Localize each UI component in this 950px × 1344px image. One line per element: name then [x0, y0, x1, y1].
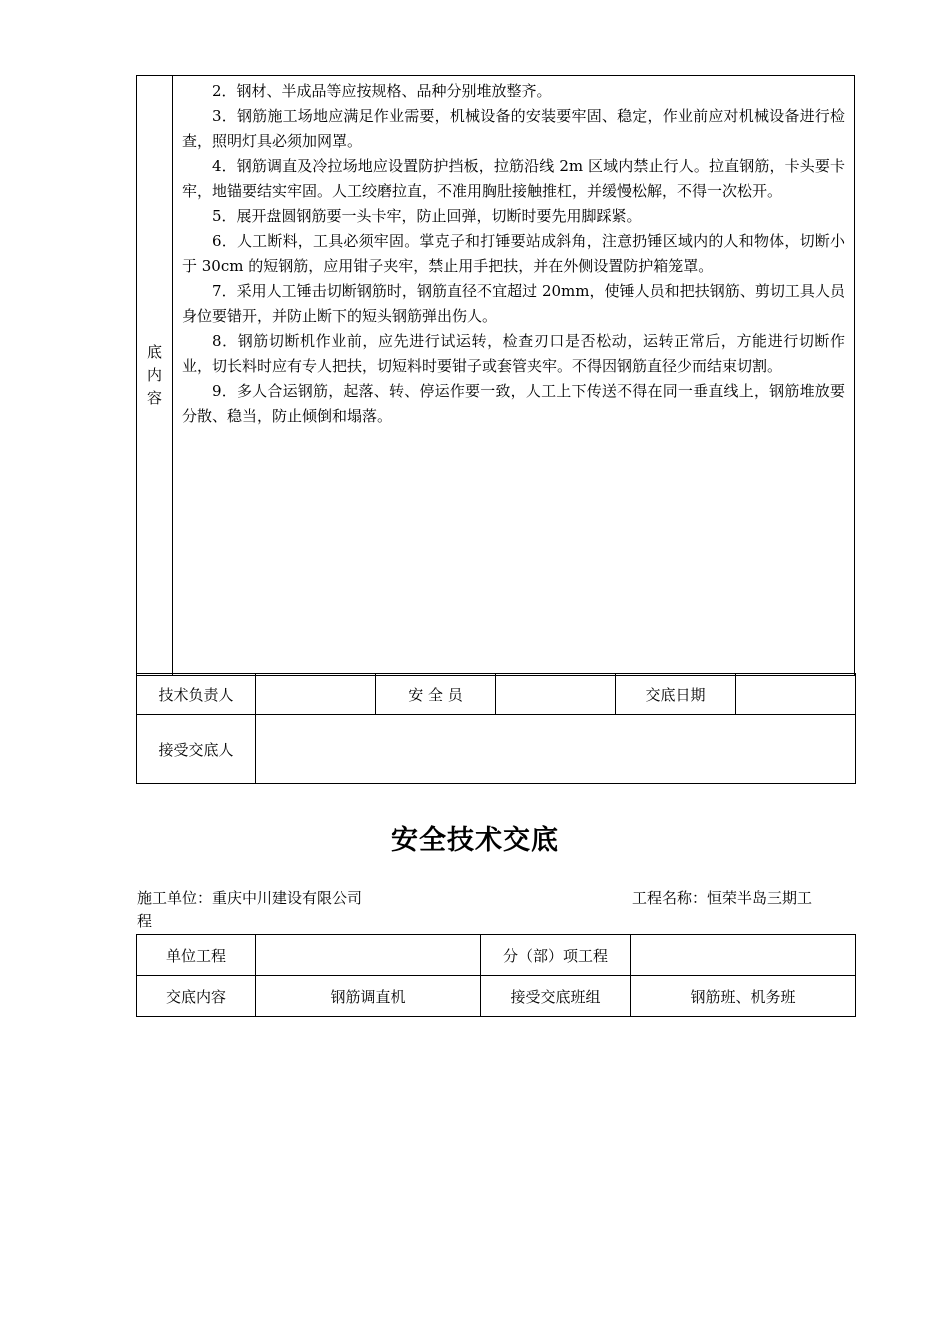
- tech-lead-label: 技术负责人: [137, 674, 256, 715]
- document-title: 安全技术交底: [391, 825, 559, 856]
- sub-project-label: 分（部）项工程: [481, 935, 631, 976]
- content-value[interactable]: 钢筋调直机: [256, 976, 481, 1017]
- receiver-label: 接受交底人: [137, 715, 256, 784]
- project-info-table: [136, 934, 856, 1017]
- unit-project-label: 单位工程: [137, 935, 256, 976]
- date-label: 交底日期: [616, 674, 736, 715]
- signature-table: [136, 673, 856, 784]
- receiver-field[interactable]: [256, 715, 856, 784]
- content-paragraph: 4．钢筋调直及冷拉场地应设置防护挡板，拉筋沿线 2m 区域内禁止行人。拉直钢筋，卡头要卡牢，地锚要结实牢固。人工绞磨拉直，不准用胸肚接触推杠，并缓慢松解，不得一次松开。: [182, 157, 845, 200]
- safety-officer-label: 安 全 员: [376, 674, 496, 715]
- content-paragraph: 9．多人合运钢筋，起落、转、停运作要一致，人工上下传送不得在同一垂直线上，钢筋堆放要分散、稳当，防止倾倒和塌落。: [182, 382, 845, 425]
- content-paragraph: 8．钢筋切断机作业前，应先进行试运转，检查刃口是否松动，运转正常后，方能进行切断作业，切长料时应有专人把扶，切短料时要钳子或套管夹牢。不得因钢筋直径少而结束切割。: [182, 332, 845, 375]
- content-paragraph: 5．展开盘圆钢筋要一头卡牢，防止回弹，切断时要先用脚踩紧。: [212, 207, 642, 225]
- team-value[interactable]: 钢筋班、机务班: [631, 976, 856, 1017]
- content-paragraph: 3．钢筋施工场地应满足作业需要，机械设备的安装要牢固、稳定，作业前应对机械设备进行检查，照明灯具必须加网罩。: [182, 107, 845, 150]
- content-side-label: [137, 76, 173, 676]
- content-paragraph: 2．钢材、半成品等应按规格、品种分别堆放整齐。: [212, 82, 552, 100]
- date-field[interactable]: [736, 674, 856, 715]
- content-paragraph: 7．采用人工锤击切断钢筋时，钢筋直径不宜超过 20mm，使锤人员和把扶钢筋、剪切工具人员身位要错开，并防止断下的短头钢筋弹出伤人。: [182, 282, 845, 325]
- content-label: 交底内容: [137, 976, 256, 1017]
- side-label-char: 内: [146, 366, 162, 384]
- project-name: 工程名称：恒荣半岛三期工: [632, 889, 813, 907]
- sub-project-field[interactable]: [631, 935, 856, 976]
- disclosure-content-table: [136, 75, 855, 676]
- construction-unit: 施工单位：重庆中川建设有限公司: [137, 889, 363, 907]
- safety-officer-field[interactable]: [496, 674, 616, 715]
- team-label: 接受交底班组: [481, 976, 631, 1017]
- project-name-wrap: 程: [137, 912, 153, 930]
- content-body: [173, 76, 855, 676]
- unit-project-field[interactable]: [256, 935, 481, 976]
- content-paragraph: 6．人工断料，工具必须牢固。掌克子和打锤要站成斜角，注意扔锤区域内的人和物体，切断小于 30cm 的短钢筋，应用钳子夹牢，禁止用手把扶，并在外侧设置防护箱笼罩。: [182, 232, 845, 275]
- side-label-char: 底: [146, 343, 162, 361]
- side-label-char: 容: [146, 389, 162, 407]
- tech-lead-field[interactable]: [256, 674, 376, 715]
